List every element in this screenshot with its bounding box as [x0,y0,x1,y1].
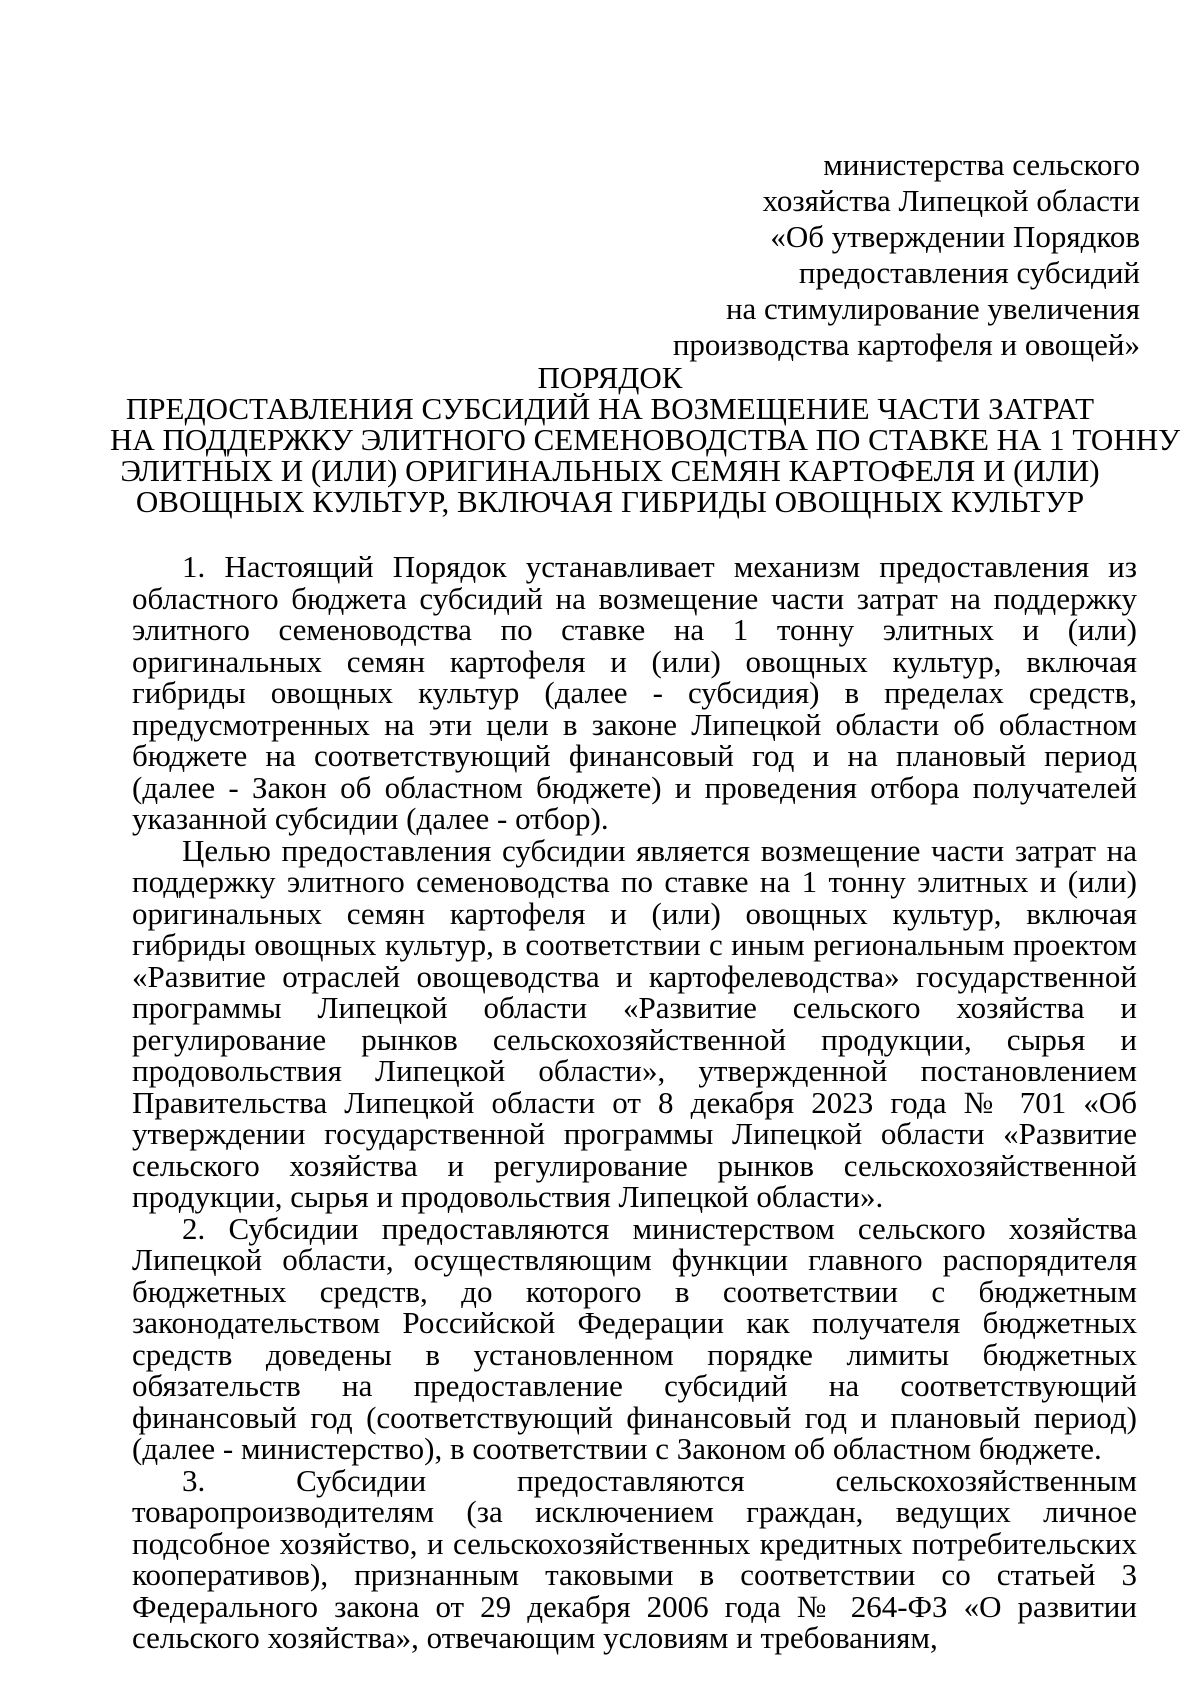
title-line: ЭЛИТНЫХ И (ИЛИ) ОРИГИНАЛЬНЫХ СЕМЯН КАРТОФЕЛЯ И (ИЛИ) [120,453,1100,488]
header-line: министерства сельского [823,147,1140,182]
header-line: предоставления субсидий [798,255,1140,290]
header-line: хозяйства Липецкой области [762,183,1140,218]
title-line: ОВОЩНЫХ КУЛЬТУР, ВКЛЮЧАЯ ГИБРИДЫ ОВОЩНЫХ КУЛЬТУР [135,484,1085,519]
paragraph-goal: Целью предоставления субсидии является возмещение части затрат на поддержку элитного семеноводства по ставке на 1 тонну элитных и (или) оригинальных семян картофеля и (или) овощных культур, включая гибриды овощных культур, в соответствии с иным региональным проектом «Развитие отраслей овощеводства и картофелеводства» государственной программы Липецкой области «Развитие сельского хозяйства и регулирование рынков сельскохозяйственной продукции, сырья и продовольствия Липецкой области», утвержденной постановлением Правительства Липецкой области от 8 декабря 2023 года № 701 «Об утверждении государственной программы Липецкой области «Развитие сельского хозяйства и регулирование рынков сельскохозяйственной продукции, сырья и продовольствия Липецкой области». [132,832,1137,1214]
document-body [132,551,1137,1654]
header-line: на стимулирование увеличения [725,291,1140,326]
paragraph-1: 1. Настоящий Порядок устанавливает механизм предоставления из областного бюджета субсидий на возмещение части затрат на поддержку элитного семеноводства по ставке на 1 тонну элитных и (или) оригинальных семян картофеля и (или) овощных культур, включая гибриды овощных культур (далее - субсидия) в пределах средств, предусмотренных на эти цели в законе Липецкой области об областном бюджете на соответствующий финансовый год и на плановый период (далее - Закон об областном бюджете) и проведения отбора получателей указанной субсидии (далее - отбор). [132,549,1137,836]
title-line: ПОРЯДОК [537,360,683,395]
title-line: ПРЕДОСТАВЛЕНИЯ СУБСИДИЙ НА ВОЗМЕЩЕНИЕ ЧАСТИ ЗАТРАТ [125,391,1095,426]
paragraph-2: 2. Субсидии предоставляются министерством сельского хозяйства Липецкой области, осуществляющим функции главного распорядителя бюджетных средств, до которого в соответствии с бюджетным законодательством Российской Федерации как получателя бюджетных средств доведены в установленном порядке лимиты бюджетных обязательств на предоставление субсидий на соответствующий финансовый год (соответствующий финансовый год и плановый период) (далее - министерство), в соответствии с Законом об областном бюджете. [132,1210,1137,1466]
header-line: производства картофеля и овощей» [672,327,1140,362]
paragraph-3: 3. Субсидии предоставляются сельскохозяйственным товаропроизводителям (за исключением граждан, ведущих личное подсобное хозяйство, и сельскохозяйственных кредитных потребительских кооперативов), признанным таковыми в соответствии со статьей 3 Федерального закона от 29 декабря 2006 года № 264-ФЗ «О развитии сельского хозяйства», отвечающим условиям и требованиям, [132,1462,1137,1655]
title-line: НА ПОДДЕРЖКУ ЭЛИТНОГО СЕМЕНОВОДСТВА ПО СТАВКЕ НА 1 ТОННУ [110,422,1181,457]
approval-header [673,147,1140,363]
document-title [110,360,1181,519]
header-line: «Об утверждении Порядков [770,219,1140,254]
